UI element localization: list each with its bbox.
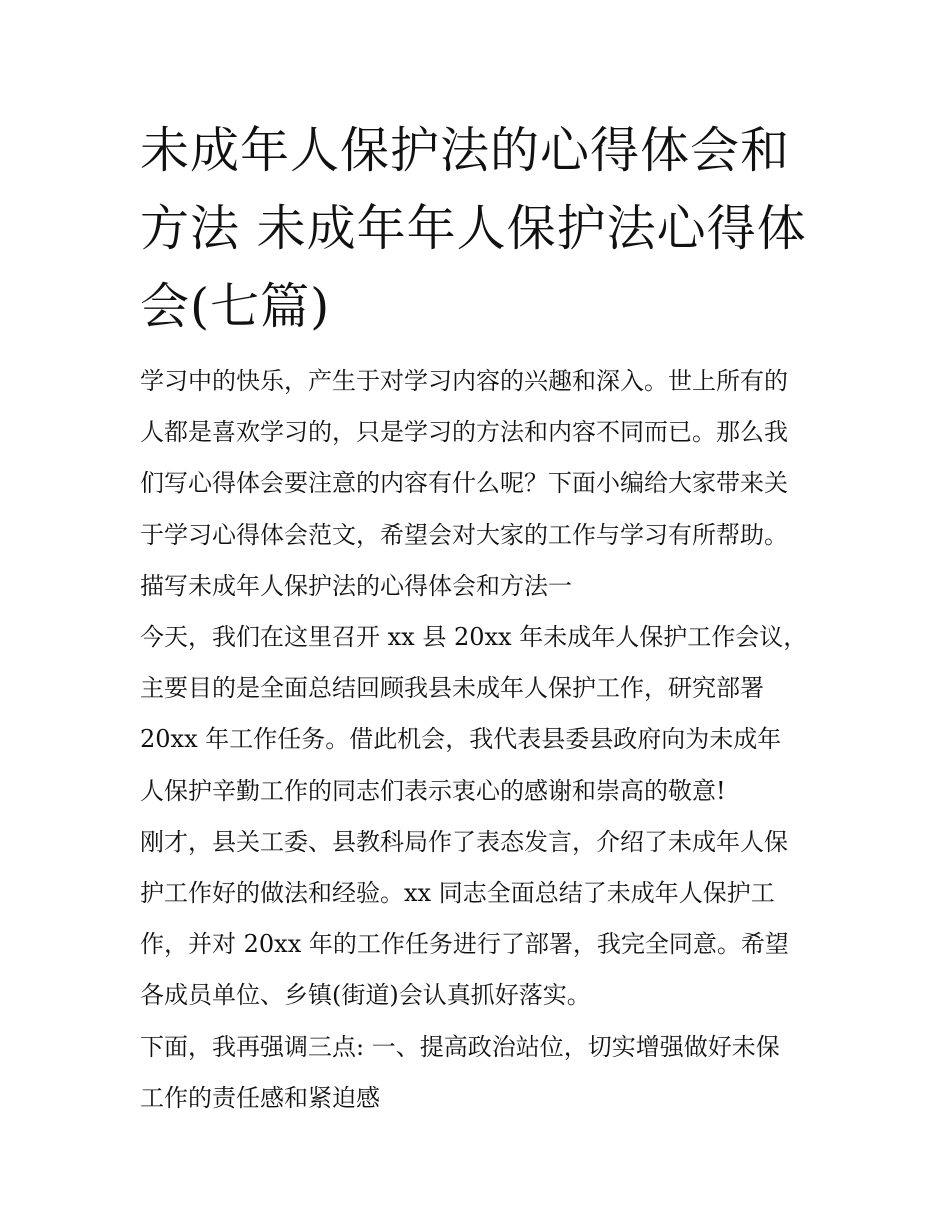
body-line: 工作的责任感和紧迫感: [140, 1083, 380, 1112]
body-line: 下面，我再强调三点: 一、提高政治站位，切实增强做好未保: [140, 1032, 780, 1061]
body-line: 人保护辛勤工作的同志们表示衷心的感谢和崇高的敬意!: [140, 776, 726, 805]
body-line: 人都是喜欢学习的，只是学习的方法和内容不同而已。那么我: [140, 418, 788, 447]
body-line: 们写心得体会要注意的内容有什么呢？下面小编给大家带来关: [140, 469, 788, 498]
body-line: 今天，我们在这里召开 xx 县 20xx 年未成年人保护工作会议，: [140, 623, 808, 652]
body-line: 护工作好的做法和经验。xx 同志全面总结了未成年人保护工: [140, 879, 775, 908]
title-line: 方法 未成年年人保护法心得体: [140, 200, 807, 257]
section-heading: 描写未成年人保护法的心得体会和方法一: [140, 571, 572, 600]
body-line: 于学习心得体会范文，希望会对大家的工作与学习有所帮助。: [140, 520, 788, 549]
body-line: 各成员单位、乡镇(街道)会认真抓好落实。: [140, 981, 591, 1010]
title-line: 未成年人保护法的心得体会和: [140, 122, 791, 179]
body-line: 刚才，县关工委、县教科局作了表态发言，介绍了未成年人保: [140, 827, 788, 856]
document-title: [140, 112, 820, 346]
body-line: 主要目的是全面总结回顾我县未成年人保护工作，研究部署: [140, 674, 764, 703]
document-body: [140, 356, 830, 1124]
body-line: 作，并对 20xx 年的工作任务进行了部署，我完全同意。希望: [140, 930, 789, 959]
body-line: 学习中的快乐，产生于对学习内容的兴趣和深入。世上所有的: [140, 367, 788, 395]
title-line: 会(七篇): [140, 278, 331, 335]
body-line: 20xx 年工作任务。借此机会，我代表县委县政府向为未成年: [140, 725, 782, 754]
